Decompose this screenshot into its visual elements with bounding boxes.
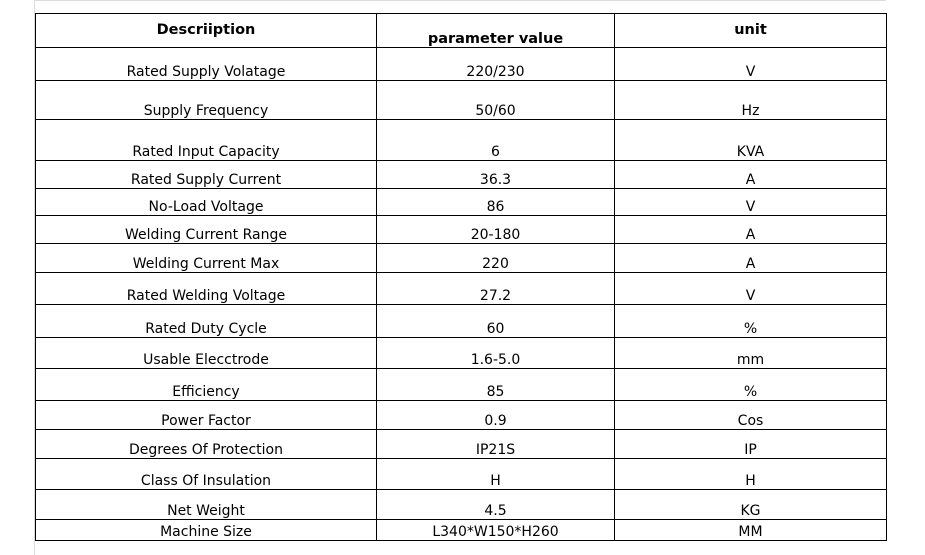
table-row [36,459,887,490]
cell-description [36,459,377,490]
table-row [36,189,887,216]
cell-description [36,305,377,338]
cell-parameter-value [377,305,615,338]
cell-parameter-value [377,244,615,273]
cell-description [36,273,377,305]
cell-parameter-value-text: 86 [486,199,505,215]
cell-parameter-value [377,338,615,369]
cell-unit [615,430,887,459]
cell-description-text: Rated Welding Voltage [126,288,286,304]
table-row [36,305,887,338]
cell-parameter-value [377,161,615,189]
cell-description [36,520,377,541]
cell-parameter-value [377,459,615,490]
cell-description [36,490,377,520]
cell-unit [615,459,887,490]
cell-parameter-value [377,120,615,161]
cell-description-text: Rated Duty Cycle [145,321,267,337]
cell-unit-text: V [745,199,756,215]
cell-unit [615,273,887,305]
cell-description [36,161,377,189]
cell-description-text: Supply Frequency [143,103,269,119]
cell-description [36,244,377,273]
cell-unit [615,401,887,430]
cell-unit [615,48,887,81]
cell-description [36,401,377,430]
cell-parameter-value-text: 50/60 [475,103,516,119]
cell-unit-text: A [745,172,756,188]
cell-description [36,430,377,459]
table-row [36,401,887,430]
cell-parameter-value-text: IP21S [475,442,516,458]
cell-unit [615,520,887,541]
cell-unit [615,305,887,338]
cell-description-text: Class Of Insulation [140,473,272,489]
cell-description-text: Power Factor [161,413,251,429]
table-row [36,161,887,189]
cell-parameter-value [377,216,615,244]
cell-parameter-value [377,48,615,81]
cell-unit-text: % [743,321,758,337]
cell-parameter-value [377,273,615,305]
cell-description-text: Usable Elecctrode [143,352,269,368]
cell-parameter-value [377,189,615,216]
cell-unit [615,161,887,189]
cell-parameter-value-text: H [490,473,501,489]
cell-description [36,338,377,369]
cell-parameter-value-text: 36.3 [479,172,512,188]
cell-description-text: Net Weight [167,503,245,519]
table-row [36,430,887,459]
cell-parameter-value-text: L340*W150*H260 [432,524,559,540]
cell-unit-text: V [745,288,756,304]
cell-unit-text: KG [740,503,761,519]
cell-unit [615,216,887,244]
cell-unit [615,81,887,120]
table-row [36,520,887,541]
cell-parameter-value-text: 1.6-5.0 [470,352,521,368]
cell-unit-text: A [745,227,756,243]
cell-unit [615,120,887,161]
cell-parameter-value [377,81,615,120]
cell-unit-text: IP [744,442,757,458]
table-row [36,120,887,161]
spec-table-body [36,48,887,541]
cell-parameter-value-text: 4.5 [484,503,507,519]
cell-description-text: No-Load Voltage [148,199,264,215]
cell-description-text: Rated Supply Volatage [126,64,286,80]
cell-unit [615,244,887,273]
header-parameter-value: parameter value [377,14,615,48]
cell-parameter-value [377,490,615,520]
cell-description [36,120,377,161]
sheet-top-gridline [34,0,886,1]
cell-unit-text: H [745,473,756,489]
cell-unit [615,338,887,369]
cell-unit-text: V [745,64,756,80]
cell-description [36,48,377,81]
header-description: Descriiption [36,14,377,48]
spec-table [35,13,887,541]
cell-parameter-value-text: 20-180 [470,227,521,243]
cell-description-text: Rated Input Capacity [132,144,280,160]
cell-unit [615,490,887,520]
cell-parameter-value-text: 220 [482,256,509,272]
cell-unit-text: % [743,384,758,400]
cell-parameter-value-text: 6 [491,144,500,160]
cell-unit [615,369,887,401]
cell-unit-text: KVA [736,144,765,160]
table-row [36,81,887,120]
cell-parameter-value [377,401,615,430]
cell-parameter-value-text: 220/230 [466,64,525,80]
cell-description [36,216,377,244]
cell-parameter-value-text: 60 [486,321,505,337]
cell-description-text: Welding Current Max [132,256,280,272]
header-row [36,14,887,48]
cell-parameter-value-text: 85 [486,384,505,400]
cell-parameter-value [377,369,615,401]
cell-unit-text: A [745,256,756,272]
table-row [36,244,887,273]
cell-unit [615,189,887,216]
cell-description-text: Welding Current Range [125,227,287,243]
cell-description [36,189,377,216]
table-row [36,490,887,520]
cell-description-text: Machine Size [160,524,252,540]
cell-unit-text: Cos [737,413,764,429]
header-unit: unit [615,14,887,48]
table-row [36,216,887,244]
cell-description [36,369,377,401]
cell-description-text: Rated Supply Current [130,172,282,188]
cell-parameter-value-text: 27.2 [479,288,512,304]
table-row [36,273,887,305]
table-row [36,369,887,401]
cell-description-text: Degrees Of Protection [129,442,283,458]
cell-unit-text: mm [736,352,765,368]
cell-description-text: Efficiency [172,384,240,400]
cell-unit-text: MM [738,524,763,540]
table-row [36,48,887,81]
cell-parameter-value [377,520,615,541]
cell-unit-text: Hz [741,103,760,119]
table-row [36,338,887,369]
cell-parameter-value [377,430,615,459]
cell-description [36,81,377,120]
cell-parameter-value-text: 0.9 [484,413,507,429]
